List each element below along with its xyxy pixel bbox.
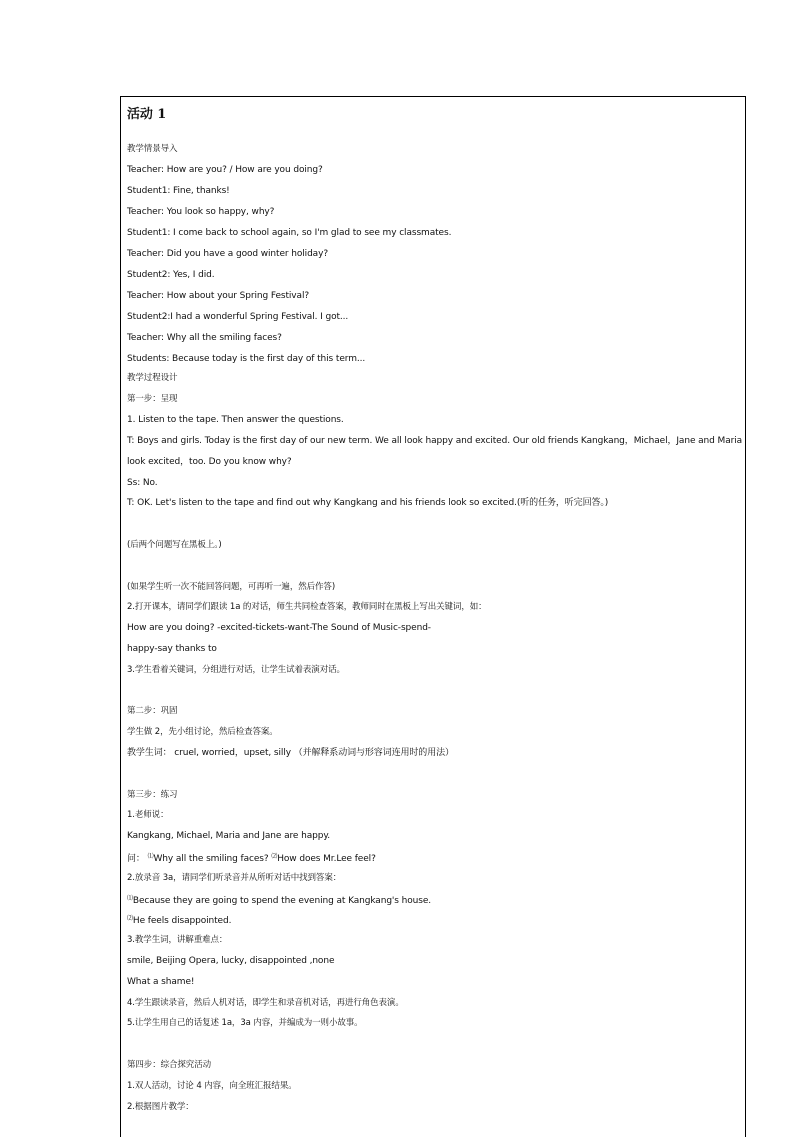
instruction-line: 2.根据图片教学： (127, 1102, 194, 1112)
keyword-line: happy-say thanks to (127, 644, 217, 654)
statement-line: Kangkang, Michael, Maria and Jane are happy. (127, 831, 331, 841)
keyword-line: How are you doing? -excited-tickets-want-The Sound of Music-spend- (127, 623, 431, 633)
dialogue-line: Ss: No. (127, 478, 158, 488)
dialogue-line: Student1: I come back to school again, so I'm glad to see my classmates. (127, 228, 452, 238)
step-heading: 第二步：巩固 (127, 706, 178, 716)
question-1: Why all the smiling faces? (153, 854, 269, 864)
section-heading: 教学过程设计 (127, 373, 178, 383)
vocabulary-line: smile, Beijing Opera, lucky, disappointed ,none (127, 956, 335, 966)
question-line (127, 851, 376, 865)
step-heading: 第三步：练习 (127, 790, 178, 800)
section-heading: 教学情景导入 (127, 144, 178, 154)
instruction-line: 1.老师说： (127, 810, 169, 820)
document-table-cell (120, 96, 746, 1137)
dialogue-line: Students: Because today is the first day of this term... (127, 354, 366, 364)
dialogue-line: T: OK. Let's listen to the tape and find out why Kangkang and his friends look so excited.(听的任务，听完回答。) (127, 498, 609, 508)
step-heading: 第一步：呈现 (127, 394, 178, 404)
dialogue-line: look excited，too. Do you know why? (127, 457, 292, 467)
vocabulary-line: What a shame! (127, 977, 195, 987)
answer-2: He feels disappointed. (132, 916, 232, 926)
dialogue-line: Student1: Fine, thanks! (127, 186, 230, 196)
instruction-line: 5.让学生用自己的话复述 1a，3a 内容，并编成为一则小故事。 (127, 1018, 363, 1028)
instruction-line: 3.教学生词，讲解重难点： (127, 935, 228, 945)
dialogue-line: Teacher: How are you? / How are you doing? (127, 165, 323, 175)
note-line: (如果学生听一次不能回答问题，可再听一遍，然后作答) (127, 582, 336, 592)
instruction-line: 1.双人活动，讨论 4 内容，向全班汇报结果。 (127, 1081, 297, 1091)
question-label: 问： (127, 854, 145, 864)
activity-title: 活动 1 (127, 107, 167, 122)
dialogue-line: Teacher: Did you have a good winter holiday? (127, 249, 329, 259)
vocabulary-line: 教学生词： cruel, worried，upset, silly （并解释系动词与形容词连用时的用法） (127, 748, 454, 758)
dialogue-line: Teacher: You look so happy, why? (127, 207, 275, 217)
circled-number-marker: ⑴ (127, 895, 133, 902)
circled-number-marker: ⑵ (127, 915, 133, 922)
dialogue-line: Student2:I had a wonderful Spring Festival. I got... (127, 312, 349, 322)
circled-number-marker: ⑴ (147, 853, 154, 860)
instruction-line: 2.打开课本，请同学们跟读 1a 的对话，师生共同检查答案，教师同时在黑板上写出关键词，如： (127, 602, 487, 612)
question-2: How does Mr.Lee feel? (277, 854, 376, 864)
dialogue-line: Student2: Yes, I did. (127, 270, 215, 280)
instruction-line: 2.放录音 3a，请同学们听录音并从所听对话中找到答案： (127, 873, 342, 883)
instruction-line: 3.学生看着关键词，分组进行对话，让学生试着表演对话。 (127, 665, 345, 675)
answer-1: Because they are going to spend the evening at Kangkang's house. (132, 896, 432, 906)
circled-number-marker: ⑵ (271, 853, 278, 860)
dialogue-line: Teacher: Why all the smiling faces? (127, 333, 282, 343)
dialogue-line: T: Boys and girls. Today is the first day of our new term. We all look happy and excited. Our old friends Kangkang，Michael，Jane and Maria (127, 436, 743, 446)
answer-line (127, 893, 431, 907)
step-heading: 第四步：综合探究活动 (127, 1060, 212, 1070)
note-line: (后两个问题写在黑板上。) (127, 540, 222, 550)
dialogue-line: Teacher: How about your Spring Festival? (127, 291, 310, 301)
instruction-line: 1. Listen to the tape. Then answer the questions. (127, 415, 344, 425)
instruction-line: 4.学生跟读录音，然后人机对话，即学生和录音机对话，再进行角色表演。 (127, 998, 404, 1008)
instruction-line: 学生做 2，先小组讨论，然后检查答案。 (127, 727, 278, 737)
answer-line (127, 913, 231, 927)
